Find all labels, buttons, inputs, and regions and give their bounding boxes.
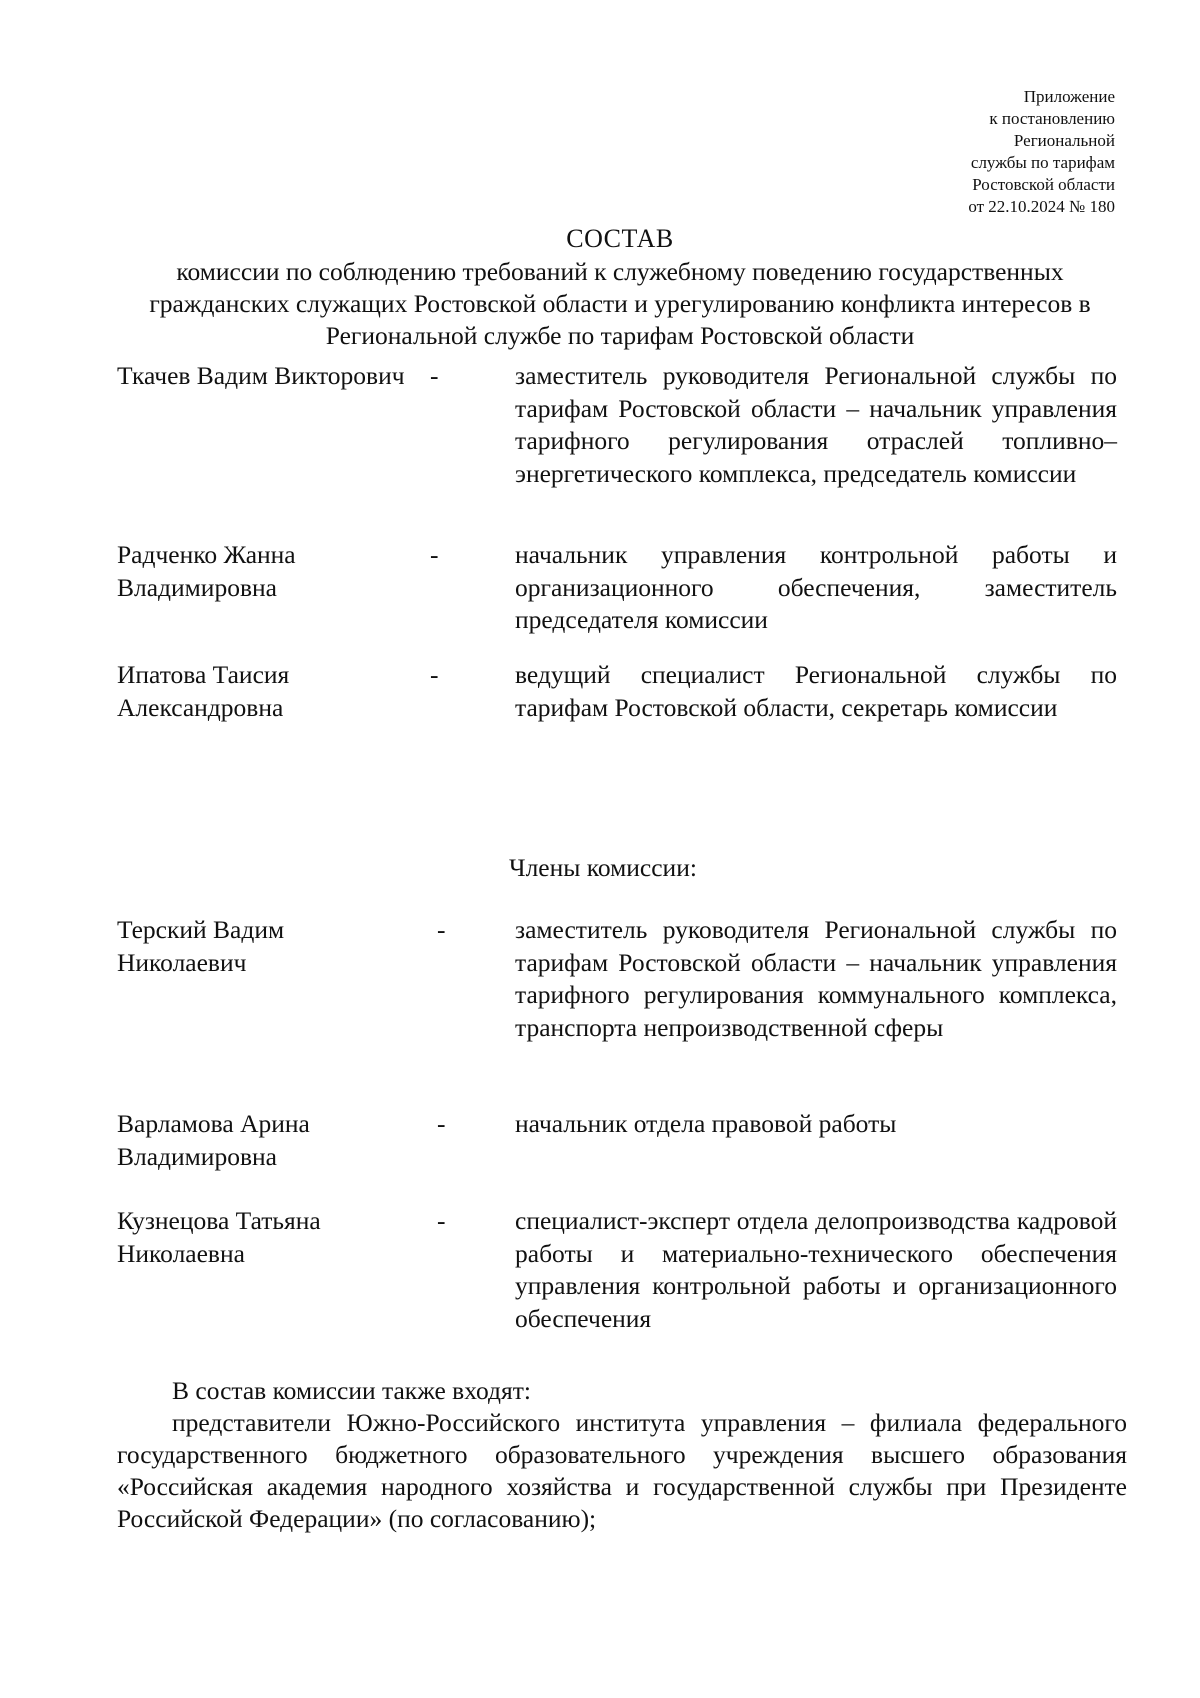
members-heading: Члены комиссии: [509,853,697,882]
appendix-block [968,86,1115,218]
document-subtitle: комиссии по соблюдению требований к служебному поведению государственных гражданских служащих Ростовской области и урегулированию конфликта интересов в Региональной службе по тарифам Ростовской области [149,257,1091,350]
member-role: заместитель руководителя Региональной службы по тарифам Ростовской области – начальник управления тарифного регулирования коммунального комплекса, транспорта непроизводственной сферы [515,915,1117,1042]
closing-paragraph: представители Южно-Российского института управления – филиала федерального государственного бюджетного образовательного учреждения высшего образования «Российская академия народного хозяйства и государственной службы при Президенте Российской Федерации» (по согласованию); [117,1408,1127,1533]
member-name: Ипатова Таисия Александровна [117,660,290,722]
appendix-line: Региональной [1013,131,1115,150]
appendix-line: от 22.10.2024 № 180 [968,197,1115,216]
member-name: Терский Вадим Николаевич [117,915,285,977]
appendix-line: к постановлению [989,109,1115,128]
member-dash: - [430,660,439,689]
closing-section [117,1375,1127,1535]
appendix-line: Ростовской области [972,175,1115,194]
member-name: Радченко Жанна Владимировна [117,540,296,602]
member-name: Ткачев Вадим Викторович [117,361,405,390]
member-name: Кузнецова Татьяна Николаевна [117,1206,321,1268]
member-role: ведущий специалист Региональной службы по тарифам Ростовской области, секретарь комиссии [515,660,1117,722]
member-name: Варламова Арина Владимировна [117,1109,310,1171]
member-dash: - [430,540,439,569]
member-role: специалист-эксперт отдела делопроизводства кадровой работы и материально-технического обеспечения управления контрольной работы и организационного обеспечения [515,1206,1117,1333]
appendix-line: службы по тарифам [970,153,1115,172]
member-role: начальник управления контрольной работы и организационного обеспечения, заместитель председателя комиссии [515,540,1117,634]
member-role: начальник отдела правовой работы [515,1109,897,1138]
member-dash: - [430,361,439,390]
appendix-line: Приложение [1023,87,1115,106]
member-dash: - [437,1109,446,1138]
member-role: заместитель руководителя Региональной службы по тарифам Ростовской области – начальник управления тарифного регулирования отраслей топливно–энергетического комплекса, председатель комиссии [515,361,1117,488]
document-title: СОСТАВ [566,224,674,253]
member-dash: - [437,915,446,944]
member-dash: - [437,1206,446,1235]
closing-intro: В состав комиссии также входят: [172,1376,531,1405]
